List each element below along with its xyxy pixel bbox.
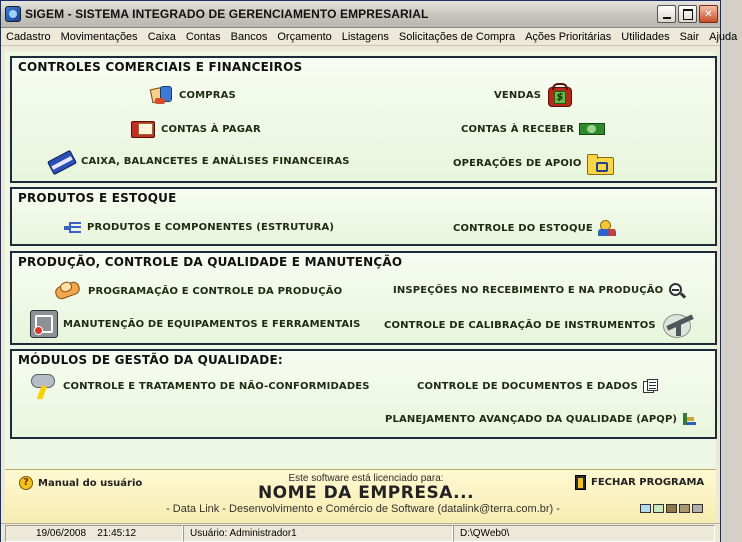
color-swatch[interactable] [679,504,690,513]
status-path: D:\QWeb0\ [453,525,715,542]
caixa-balancetes-button[interactable] [47,147,350,175]
nao-conformidades-button[interactable] [29,371,370,401]
menu-solicitacoes-compra[interactable]: Solicitações de Compra [398,30,516,43]
window-title: SIGEM - SISTEMA INTEGRADO DE GERENCIAMENTO EMPRESARIAL [25,7,429,21]
color-swatch[interactable] [666,504,677,513]
contas-a-receber-label: CONTAS À RECEBER [461,123,575,135]
developer-credit: - Data Link - Desenvolvimento e Comércio de Software (datalink@terra.com.br) - [166,503,560,515]
inspecoes-button[interactable] [393,281,687,299]
stock-person-icon [597,219,617,237]
company-name: NOME DA EMPRESA... [257,483,475,503]
menu-sair[interactable]: Sair [679,30,700,43]
footer-panel [5,469,716,523]
caixa-balancetes-label: CAIXA, BALANCETES E ANÁLISES FINANCEIRAS [81,155,350,167]
menu-caixa[interactable]: Caixa [147,30,176,43]
menu-cadastro[interactable]: Cadastro [6,30,51,43]
toolbox-icon [29,309,59,339]
menu-contas[interactable]: Contas [185,30,221,43]
shopping-icon [149,84,175,106]
production-icon [52,279,84,303]
magnifier-icon [667,281,687,299]
color-scheme-selector [640,504,703,513]
menu-bar [1,28,738,46]
compras-button[interactable] [149,84,236,106]
color-swatch[interactable] [653,504,664,513]
menu-bancos[interactable]: Bancos [230,30,268,43]
operacoes-de-apoio-label: OPERAÇÕES DE APOIO [453,157,582,169]
status-datetime [5,525,183,542]
section-title: MÓDULOS DE GESTÃO DA QUALIDADE: [18,353,283,367]
controle-estoque-button[interactable] [453,219,617,237]
menu-movimentacoes[interactable]: Movimentações [60,30,138,43]
status-user: Usuário: Administrador1 [183,525,453,542]
menu-utilidades[interactable]: Utilidades [621,30,670,43]
folder-tools-icon [586,150,616,176]
manutencao-equipamentos-label: MANUTENÇÃO DE EQUIPAMENTOS E FERRAMENTAIS [63,318,361,330]
menu-acoes-prioritarias[interactable]: Ações Prioritárias [525,30,612,43]
operacoes-de-apoio-button[interactable] [453,150,616,176]
status-bar [1,523,720,542]
documents-icon [642,378,660,394]
close-button[interactable]: ✕ [699,5,718,23]
contas-a-pagar-button[interactable] [129,117,261,141]
vendas-label: VENDAS [494,89,542,101]
close-program-button[interactable] [575,475,704,490]
status-time: 21:45:12 [97,528,137,539]
section-producao-qualidade [10,251,717,345]
app-icon[interactable] [5,6,21,22]
apqp-button[interactable] [385,411,697,427]
manual-label: Manual do usuário [38,477,143,489]
banknote-icon [578,121,606,137]
help-icon: ? [19,476,33,490]
tree-structure-icon [63,220,83,234]
title-bar[interactable] [1,1,720,28]
inspecoes-label: INSPEÇÕES NO RECEBIMENTO E NA PRODUÇÃO [393,284,664,296]
caliper-icon [660,310,696,340]
ledger-icon [129,117,157,141]
section-title: PRODUTOS E ESTOQUE [18,191,177,205]
programacao-producao-label: PROGRAMAÇÃO E CONTROLE DA PRODUÇÃO [88,285,343,297]
vendas-button[interactable] [494,82,575,108]
contas-a-receber-button[interactable] [461,121,606,137]
apqp-label: PLANEJAMENTO AVANÇADO DA QUALIDADE (APQP) [385,413,678,425]
calibracao-instrumentos-label: CONTROLE DE CALIBRAÇÃO DE INSTRUMENTOS [384,319,656,331]
status-date: 19/06/2008 [36,528,87,539]
section-comerciais-financeiros [10,56,717,183]
calibracao-instrumentos-button[interactable] [384,310,696,340]
exit-door-icon [575,475,586,490]
menu-listagens[interactable]: Listagens [341,30,389,43]
section-produtos-estoque [10,187,717,246]
section-gestao-qualidade [10,349,717,439]
storm-cloud-icon [29,371,59,401]
manutencao-equipamentos-button[interactable] [29,309,360,339]
menu-ajuda[interactable]: Ajuda [709,30,738,43]
maximize-button[interactable] [678,5,697,23]
color-swatch[interactable] [640,504,651,513]
cash-register-icon: $ [545,82,575,108]
produtos-componentes-label: PRODUTOS E COMPONENTES (ESTRUTURA) [87,221,335,233]
license-text: Este software está licenciado para: [288,473,444,484]
controle-estoque-label: CONTROLE DO ESTOQUE [453,222,593,234]
menu-orcamento[interactable]: Orçamento [277,30,332,43]
produtos-componentes-button[interactable] [63,220,334,234]
programacao-producao-button[interactable] [52,279,342,303]
manual-button[interactable] [19,476,142,490]
section-title: PRODUÇÃO, CONTROLE DA QUALIDADE E MANUTENÇÃO [18,255,403,269]
documentos-dados-button[interactable] [417,378,660,394]
nao-conformidades-label: CONTROLE E TRATAMENTO DE NÃO-CONFORMIDADES [63,380,370,392]
documentos-dados-label: CONTROLE DE DOCUMENTOS E DADOS [417,380,638,392]
contas-a-pagar-label: CONTAS À PAGAR [161,123,261,135]
book-icon [47,147,77,175]
color-swatch[interactable] [692,504,703,513]
close-program-label: FECHAR PROGRAMA [591,477,705,488]
planning-chart-icon [681,411,697,427]
compras-label: COMPRAS [179,89,236,101]
minimize-button[interactable] [657,5,676,23]
section-title: CONTROLES COMERCIAIS E FINANCEIROS [18,60,303,74]
